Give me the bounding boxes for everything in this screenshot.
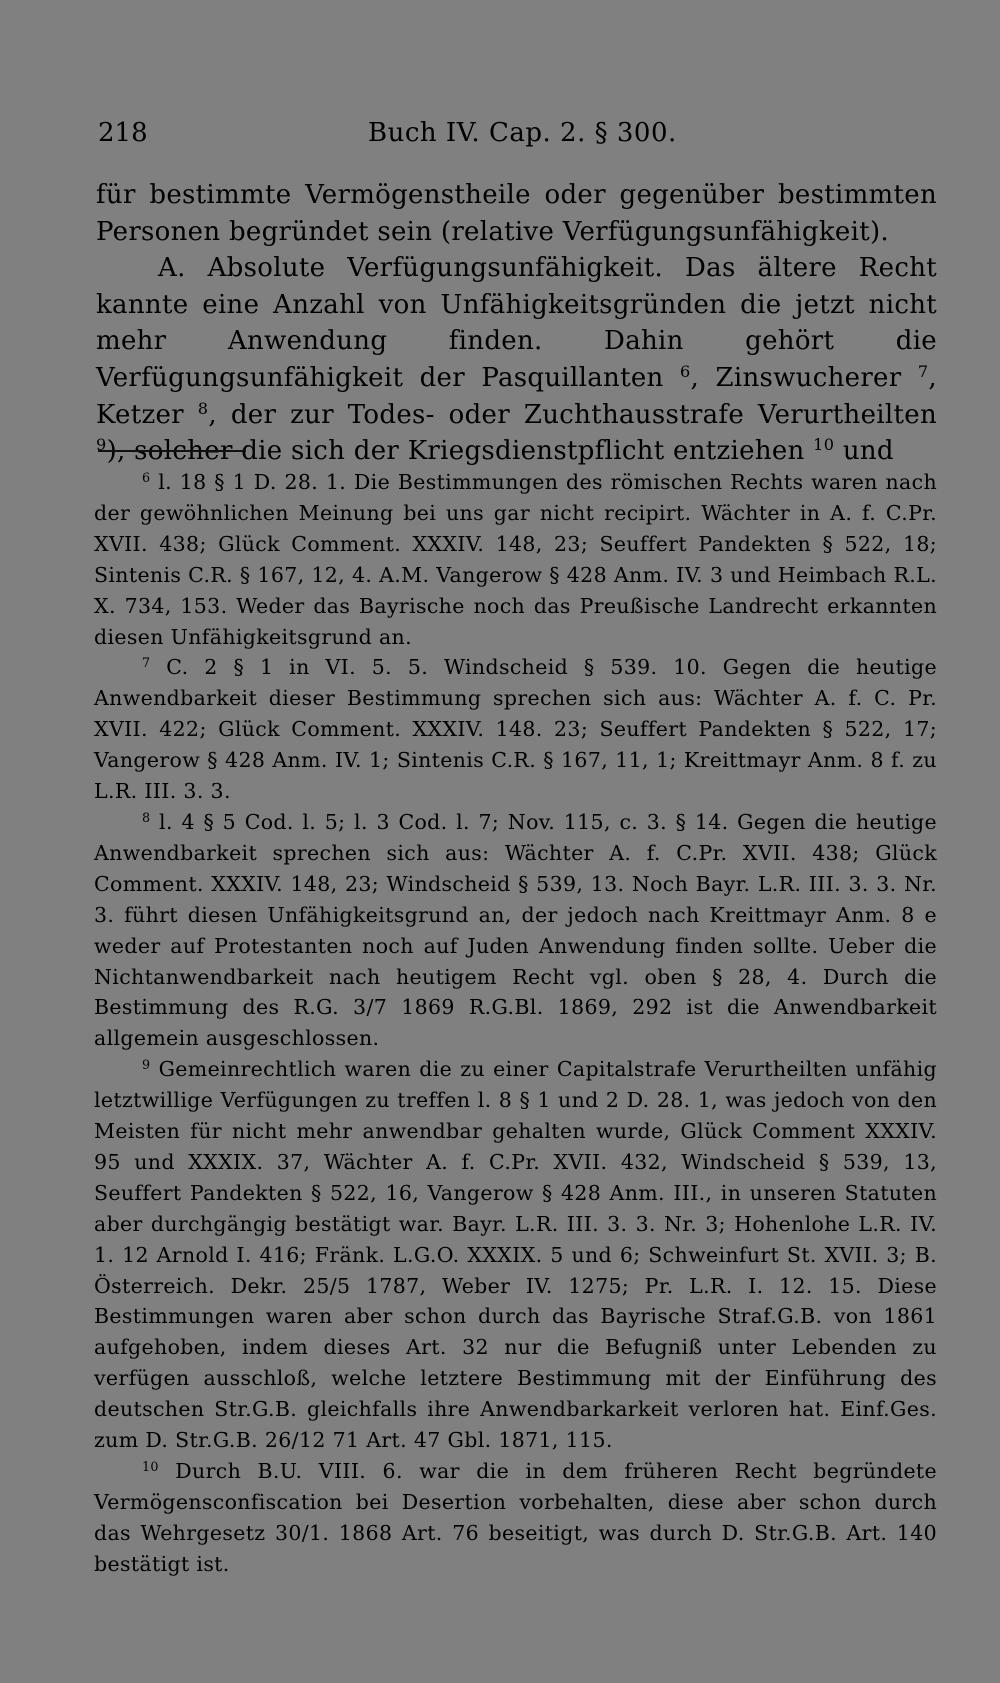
page-header <box>98 118 938 158</box>
footnote-text: Gemeinrechtlich waren die zu einer Capitalstrafe Verurtheilten unfähig letztwillige Verfügungen zu treffen l. 8 § 1 und 2 D. 28. 1, was jedoch von den Meisten für nicht mehr anwendbar gehalten wurde, Glück Comment XXXIV. 95 und XXXIX. 37, Wächter A. f. C.Pr. XVII. 432, Windscheid § 539, 13, Seuffert Pandekten § 522, 16, Vangerow § 428 Anm. III., in unseren Statuten aber durchgängig bestätigt war. Bayr. L.R. III. 3. 3. Nr. 3; Hohenlohe L.R. IV. 1. 12 Arnold I. 416; Fränk. L.G.O. XXXIX. 5 und 6; Schweinfurt St. XVII. 3; B. Österreich. Dekr. 25/5 1787, Weber IV. 1275; Pr. L.R. I. 12. 15. Diese Bestimmungen waren aber schon durch das Bayrische Straf.G.B. von 1861 aufgehoben, indem dieses Art. 32 nur die Befugniß unter Lebenden zu verfügen ausschloß, welche letztere Bestimmung mit der Einführung des deutschen Str.G.B. gleichfalls ihre Anwendbarkarkeit verloren hat. Einf.Ges. zum D. Str.G.B. 26/12 71 Art. 47 Gbl. 1871, 115. <box>94 1057 937 1453</box>
footnotes <box>94 467 937 1580</box>
footnote-separator <box>98 450 246 452</box>
footnote-ref-10[interactable]: 10 <box>813 435 835 455</box>
footnote-7 <box>94 652 937 807</box>
page-number: 218 <box>98 118 148 148</box>
footnote-9 <box>94 1054 937 1456</box>
footnote-text: Durch B.U. VIII. 6. war die in dem früheren Recht begründete Vermögensconfiscation bei Desertion vorbehalten, diese aber schon durch das Wehrgesetz 30/1. 1868 Art. 76 beseitigt, was durch D. Str.G.B. Art. 140 bestätigt ist. <box>94 1459 937 1576</box>
footnote-ref-6[interactable]: 6 <box>679 362 691 382</box>
paragraph-2-text-a: A. Absolute Verfügungsunfähigkeit. Das ältere Recht kannte eine Anzahl von Unfähigkeitsgründen die jetzt nicht mehr Anwendung finden. Dahin gehört die Verfügungsunfähigkeit der Pasquillanten <box>96 253 937 393</box>
footnote-ref-9[interactable]: 9 <box>96 435 107 455</box>
paragraph-2-text-c: , Ketzer <box>96 362 937 430</box>
footnote-marker: 8 <box>142 809 151 825</box>
footnote-text: l. 18 § 1 D. 28. 1. Die Bestimmungen des römischen Rechts waren nach der gewöhnlichen Meinung bei uns gar nicht recipirt. Wächter in A. f. C.Pr. XVII. 438; Glück Comment. XXXIV. 148, 23; Seuffert Pandekten § 522, 18; Sintenis C.R. § 167, 12, 4. A.M. Vangerow § 428 Anm. IV. 3 und Heimbach R.L. X. 734, 153. Weder das Bayrische noch das Preußische Landrecht erkannten diesen Unfähigkeitsgrund an. <box>94 470 937 649</box>
paragraph-2-text-e: ), solcher die sich der Kriegsdienstpflicht entziehen <box>106 436 814 467</box>
footnote-ref-8[interactable]: 8 <box>197 398 209 418</box>
footnote-marker: 9 <box>142 1057 151 1073</box>
footnote-marker: 10 <box>142 1459 159 1475</box>
footnote-6 <box>94 467 937 652</box>
footnote-text: l. 4 § 5 Cod. l. 5; l. 3 Cod. l. 7; Nov. 115, c. 3. § 14. Gegen die heutige Anwendbarkeit sprechen sich aus: Wächter A. f. C.Pr. XVII. 438; Glück Comment. XXXIV. 148, 23; Windscheid § 539, 13. Noch Bayr. L.R. III. 3. 3. Nr. 3. führt diesen Unfähigkeitsgrund an, der jedoch nach Kreittmayr Anm. 8 e weder auf Protestanten noch auf Juden Anwendung finden sollte. Ueber die Nichtanwendbarkeit nach heutigem Recht vgl. oben § 28, 4. Durch die Bestimmung des R.G. 3/7 1869 R.G.Bl. 1869, 292 ist die Anwendbarkeit allgemein ausgeschlossen. <box>94 809 937 1051</box>
running-title: Buch IV. Cap. 2. § 300. <box>368 118 677 148</box>
footnote-marker: 6 <box>142 470 151 486</box>
footnote-ref-7[interactable]: 7 <box>917 362 929 382</box>
paragraph-2-text-d: , der zur Todes- oder Zuchthausstrafe Verurtheilten <box>208 399 937 430</box>
footnote-8 <box>94 807 937 1054</box>
footnote-text: C. 2 § 1 in VI. 5. 5. Windscheid § 539. 10. Gegen die heutige Anwendbarkeit dieser Bestimmung sprechen sich aus: Wächter A. f. C. Pr. XVII. 422; Glück Comment. XXXIV. 148. 23; Seuffert Pandekten § 522, 17; Vangerow § 428 Anm. IV. 1; Sintenis C.R. § 167, 11, 1; Kreittmayr Anm. 8 f. zu L.R. III. 3. 3. <box>94 655 937 804</box>
footnote-10 <box>94 1456 937 1580</box>
paragraph-2-text-b: , Zinswucherer <box>690 362 918 393</box>
paragraph-2-text-f: und <box>834 436 894 467</box>
paragraph-2 <box>96 250 937 470</box>
main-text <box>96 177 937 470</box>
footnote-marker: 7 <box>142 655 151 671</box>
paragraph-1: für bestimmte Vermögenstheile oder gegenüber bestimmten Personen begründet sein (relative Verfügungsunfähigkeit). <box>96 180 937 247</box>
